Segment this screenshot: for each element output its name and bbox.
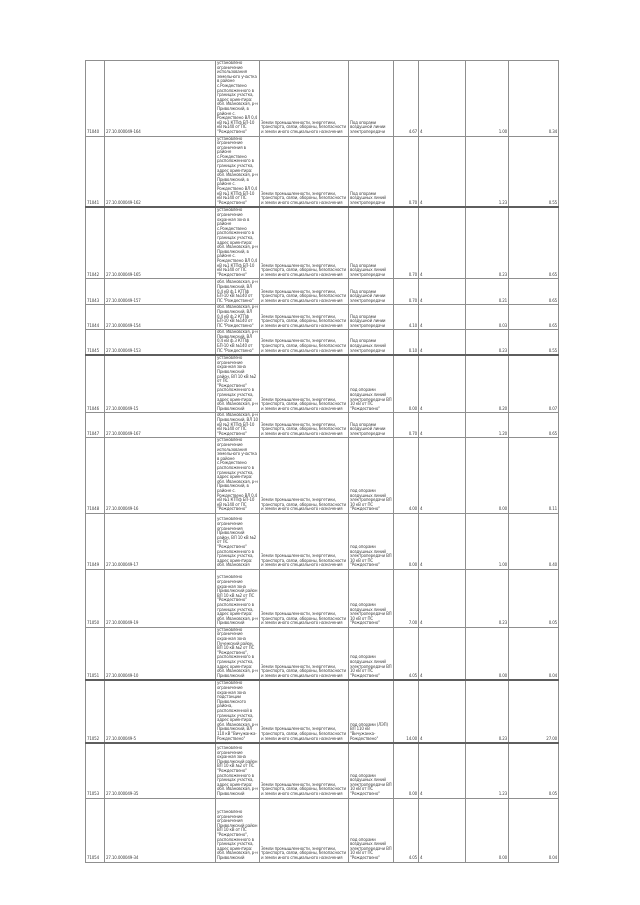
table-row <box>86 61 559 137</box>
area-value-cell: 0.70 <box>394 279 419 305</box>
total-value-cell: 0.40 <box>509 513 559 569</box>
reg-number-cell: 27.10.000049-19 <box>105 569 216 627</box>
table-row <box>86 798 559 862</box>
value-cell: 0.00 <box>466 627 509 680</box>
value-cell: 1.20 <box>466 413 509 438</box>
restriction-desc-cell: обл. Ивановская, р-н Приволжский, ВЛ 0,4 кВ ф.2 КТПф БП-10 кВ №140 от ПС "Рождествено" <box>216 305 260 330</box>
reg-number-cell: 27.10.000049-153 <box>105 330 216 355</box>
row-id-cell: 71042 <box>86 207 105 278</box>
table-row <box>86 680 559 743</box>
count-value-cell: 4 <box>419 413 466 438</box>
restriction-desc-cell: установлено ограничение охранная зона Приволжский район, ВЛ 10 кВ №2 от ПС "Рождествено" расположенного в границах участка, адрес ориентира: обл. Ивановская, р-н Приволжский <box>216 355 260 413</box>
value-cell: 0.23 <box>466 207 509 278</box>
table-row <box>86 355 559 413</box>
value-cell: 1.00 <box>466 513 509 569</box>
row-id-cell: 71050 <box>86 569 105 627</box>
row-id-cell: 71052 <box>86 680 105 743</box>
land-category-cell: Земли промышленности, энергетики, транспорта, связи, обороны, безопасности и земли иного специального назначения <box>260 207 349 278</box>
table-row <box>86 569 559 627</box>
row-id-cell: 71045 <box>86 330 105 355</box>
table-row <box>86 279 559 305</box>
area-value-cell: 0.70 <box>394 207 419 278</box>
area-value-cell: 4.05 <box>394 798 419 862</box>
restriction-desc-cell: обл. Ивановская, р-н Приволжский, ВЛ 0,4 кВ ф.1 КТПф БП-10 кВ №140 от ПС "Рождествено" <box>216 279 260 305</box>
reg-number-cell: 27.10.000049-164 <box>105 61 216 137</box>
total-value-cell: 0.65 <box>509 413 559 438</box>
purpose-cell: под опорами воздушных линий электропередачи ВЛ 10 кВ от ПС "Рождествено" <box>349 627 394 680</box>
count-value-cell: 4 <box>419 136 466 207</box>
value-cell: 0.03 <box>466 305 509 330</box>
total-value-cell: 0.04 <box>509 798 559 862</box>
reg-number-cell: 27.10.000049-162 <box>105 136 216 207</box>
row-id-cell: 71048 <box>86 438 105 514</box>
count-value-cell: 4 <box>419 680 466 743</box>
table-row <box>86 413 559 438</box>
reg-number-cell: 27.10.000049-17 <box>105 513 216 569</box>
count-value-cell: 4 <box>419 513 466 569</box>
area-value-cell: 0.70 <box>394 413 419 438</box>
row-id-cell: 71053 <box>86 743 105 798</box>
land-category-cell: Земли промышленности, энергетики, транспорта, связи, обороны, безопасности и земли иного специального назначения <box>260 355 349 413</box>
count-value-cell: 4 <box>419 355 466 413</box>
area-value-cell: 0.00 <box>394 743 419 798</box>
value-cell: 1.23 <box>466 136 509 207</box>
total-value-cell: 0.65 <box>509 305 559 330</box>
row-id-cell: 71051 <box>86 627 105 680</box>
table-row <box>86 513 559 569</box>
restriction-desc-cell: установлено ограничение охранная зона подстанции Приволжского района, расположенной в границах участка, адрес ориентира: обл. Ивановская, р-н Приволжский, ВЛ 110 кВ "Вичужанка-Рождествено" <box>216 680 260 743</box>
purpose-cell: под опорами воздушных линий электропередачи ВЛ 10 кВ от ПС "Рождествено" <box>349 513 394 569</box>
table-row <box>86 305 559 330</box>
table-row <box>86 627 559 680</box>
purpose-cell: под опорами воздушных линий электропередачи ВЛ 10 кВ от ПС "Рождествено" <box>349 438 394 514</box>
value-cell: 0.00 <box>466 438 509 514</box>
registry-table <box>85 60 559 863</box>
purpose-cell: под опорами (ЛЭП) ВЛ 110 кВ "Вичужанка-Рождествено" <box>349 680 394 743</box>
total-value-cell: 0.11 <box>509 438 559 514</box>
purpose-cell: Под опорами воздушной линии электропередачи <box>349 61 394 137</box>
land-category-cell: Земли промышленности, энергетики, транспорта, связи, обороны, безопасности и земли иного специального назначения <box>260 627 349 680</box>
total-value-cell: 0.05 <box>509 743 559 798</box>
purpose-cell: Под опорами воздушных линий электропередачи <box>349 136 394 207</box>
reg-number-cell: 27.10.000049-34 <box>105 798 216 862</box>
purpose-cell: под опорами воздушных линий электропередачи ВЛ 10 кВ от ПС "Рождествено" <box>349 743 394 798</box>
restriction-desc-cell: установлено ограничение ограничения Приволжский район ВЛ 10 кВ от ПС "Рождествено", расположенного в границах участка, адрес ориентира: обл. Ивановская, р-н Приволжский <box>216 798 260 862</box>
total-value-cell: 27.00 <box>509 680 559 743</box>
area-value-cell: 4.05 <box>394 627 419 680</box>
reg-number-cell: 27.10.000049-35 <box>105 743 216 798</box>
reg-number-cell: 27.10.000049-167 <box>105 413 216 438</box>
row-id-cell: 71046 <box>86 355 105 413</box>
total-value-cell: 0.34 <box>509 61 559 137</box>
count-value-cell: 4 <box>419 438 466 514</box>
restriction-desc-cell: установлено ограничение ограничения в районе с.Рождествено расположенного в границах участка, адрес ориентира: обл. Ивановская, р-н Приволжский, в районе с. Рождествено ВЛ 0,4 кВ №1 КТПф БП-10 кВ №140 от ПС "Рождествено" <box>216 136 260 207</box>
land-category-cell: Земли промышленности, энергетики, транспорта, связи, обороны, безопасности и земли иного специального назначения <box>260 798 349 862</box>
reg-number-cell: 27.10.000049-154 <box>105 305 216 330</box>
land-category-cell: Земли промышленности, энергетики, транспорта, связи, обороны, безопасности и земли иного специального назначения <box>260 61 349 137</box>
area-value-cell: 0.00 <box>394 355 419 413</box>
reg-number-cell: 27.10.000049-165 <box>105 207 216 278</box>
restriction-desc-cell: установлено ограничение использования земельного участка в районе с.Рождествено расположенного в границах участка, адрес ориентира: обл. Ивановская, р-н Приволжский, в районе с. Рождествено ВЛ 0,4 кВ №1 КТПф БП-10 кВ №140 от ПС "Рождествено" <box>216 438 260 514</box>
table-row <box>86 743 559 798</box>
area-value-cell: 0.70 <box>394 136 419 207</box>
purpose-cell: Под опорами воздушной линии электропередачи <box>349 279 394 305</box>
reg-number-cell: 27.10.000049-157 <box>105 279 216 305</box>
restriction-desc-cell: установлено ограничение охранная зона в районе с.Рождествено расположенного в границах участка, адрес ориентира: обл. Ивановская, р-н Приволжский, в районе с. Рождествено ВЛ 0,4 кВ №1 КТПф БП-10 кВ №140 от ПС "Рождествено" <box>216 207 260 278</box>
row-id-cell: 71054 <box>86 798 105 862</box>
reg-number-cell: 27.10.000049-5 <box>105 680 216 743</box>
purpose-cell: под опорами воздушных линий электропередачи ВЛ 10 кВ от ПС "Рождествено" <box>349 355 394 413</box>
land-category-cell: Земли промышленности, энергетики, транспорта, связи, обороны, безопасности и земли иного специального назначения <box>260 569 349 627</box>
value-cell: 0.23 <box>466 330 509 355</box>
land-category-cell: Земли промышленности, энергетики, транспорта, связи, обороны, безопасности и земли иного специального назначения <box>260 136 349 207</box>
count-value-cell: 4 <box>419 743 466 798</box>
total-value-cell: 0.04 <box>509 627 559 680</box>
restriction-desc-cell: установлено ограничение ограничения Приволжский район, ВЛ 10 кВ №2 от ПС "Рождествено" расположенного в границах участка, адрес ориентира: обл. Ивановская <box>216 513 260 569</box>
area-value-cell: 14.00 <box>394 680 419 743</box>
land-category-cell: Земли промышленности, энергетики, транспорта, связи, обороны, безопасности и земли иного специального назначения <box>260 680 349 743</box>
restriction-desc-cell: обл. Ивановская, р-н Приволжский, ВЛ 10 кВ №2 КТПф БП-10 кВ №140 от ПС "Рождествено" <box>216 413 260 438</box>
land-category-cell: Земли промышленности, энергетики, транспорта, связи, обороны, безопасности и земли иного специального назначения <box>260 743 349 798</box>
row-id-cell: 71047 <box>86 413 105 438</box>
count-value-cell: 4 <box>419 61 466 137</box>
land-category-cell: Земли промышленности, энергетики, транспорта, связи, обороны, безопасности и земли иного специального назначения <box>260 305 349 330</box>
table-row <box>86 330 559 355</box>
count-value-cell: 4 <box>419 627 466 680</box>
total-value-cell: 0.55 <box>509 136 559 207</box>
reg-number-cell: 27.10.000049-10 <box>105 627 216 680</box>
total-value-cell: 0.65 <box>509 207 559 278</box>
value-cell: 0.21 <box>466 279 509 305</box>
land-category-cell: Земли промышленности, энергетики, транспорта, связи, обороны, безопасности и земли иного специального назначения <box>260 279 349 305</box>
row-id-cell: 71044 <box>86 305 105 330</box>
land-category-cell: Земли промышленности, энергетики, транспорта, связи, обороны, безопасности и земли иного специального назначения <box>260 513 349 569</box>
table-row <box>86 438 559 514</box>
count-value-cell: 4 <box>419 798 466 862</box>
purpose-cell: Под опорами воздушной линии электропередачи <box>349 305 394 330</box>
row-id-cell: 71040 <box>86 61 105 137</box>
purpose-cell: под опорами воздушных линий электропередачи ВЛ 10 кВ от ПС "Рождествено" <box>349 569 394 627</box>
reg-number-cell: 27.10.000049-16 <box>105 438 216 514</box>
count-value-cell: 4 <box>419 330 466 355</box>
reg-number-cell: 27.10.000049-15 <box>105 355 216 413</box>
area-value-cell: 4.00 <box>394 438 419 514</box>
restriction-desc-cell: обл. Ивановская, р-н Приволжский, ВЛ 0,4 кВ ф.3 КТПф БП-10 кВ №140 от ПС "Рождествено" <box>216 330 260 355</box>
restriction-desc-cell: установлено ограничение охранная зона Пучежский район, ВЛ 10 кВ №2 от ПС "Рождествено", расположенного в границах участка, адрес ориентира: обл. Ивановская, р-н Приволжский <box>216 627 260 680</box>
value-cell: 0.23 <box>466 680 509 743</box>
value-cell: 0.23 <box>466 569 509 627</box>
table-row <box>86 136 559 207</box>
land-category-cell: Земли промышленности, энергетики, транспорта, связи, обороны, безопасности и земли иного специального назначения <box>260 330 349 355</box>
row-id-cell: 71049 <box>86 513 105 569</box>
value-cell: 0.00 <box>466 798 509 862</box>
purpose-cell: под опорами воздушных линий электропередачи ВЛ 10 кВ от ПС "Рождествено" <box>349 798 394 862</box>
total-value-cell: 0.65 <box>509 279 559 305</box>
area-value-cell: 7.00 <box>394 569 419 627</box>
purpose-cell: Под опорами воздушной линии электропередачи <box>349 413 394 438</box>
value-cell: 1.00 <box>466 61 509 137</box>
count-value-cell: 4 <box>419 569 466 627</box>
row-id-cell: 71043 <box>86 279 105 305</box>
count-value-cell: 4 <box>419 305 466 330</box>
count-value-cell: 4 <box>419 207 466 278</box>
area-value-cell: 4.67 <box>394 61 419 137</box>
purpose-cell: Под опорами воздушных линий электропередачи <box>349 330 394 355</box>
area-value-cell: 4.10 <box>394 305 419 330</box>
land-category-cell: Земли промышленности, энергетики, транспорта, связи, обороны, безопасности и земли иного специального назначения <box>260 438 349 514</box>
total-value-cell: 0.07 <box>509 355 559 413</box>
area-value-cell: 0.00 <box>394 513 419 569</box>
row-id-cell: 71041 <box>86 136 105 207</box>
purpose-cell: Под опорами воздушных линий электропередачи <box>349 207 394 278</box>
value-cell: 1.23 <box>466 743 509 798</box>
area-value-cell: 0.10 <box>394 330 419 355</box>
restriction-desc-cell: установлено ограничение использования земельного участка в районе с.Рождествено расположенного в границах участка, адрес ориентира: обл. Ивановская, р-н Приволжский, в районе с. Рождествено ВЛ 0,4 кВ №1 КТПф БП-10 кВ №140 от ПС "Рождествено" <box>216 61 260 137</box>
restriction-desc-cell: установлено ограничение охранная зона Приволжский район ВЛ 10 кВ №2 от ПС "Рождествено" расположенного в границах участка, адрес ориентира: обл. Ивановская, р-н Приволжский <box>216 569 260 627</box>
count-value-cell: 4 <box>419 279 466 305</box>
total-value-cell: 0.05 <box>509 569 559 627</box>
total-value-cell: 0.55 <box>509 330 559 355</box>
land-category-cell: Земли промышленности, энергетики, транспорта, связи, обороны, безопасности и земли иного специального назначения <box>260 413 349 438</box>
value-cell: 0.20 <box>466 355 509 413</box>
restriction-desc-cell: установлено ограничение охранная зона Приволжский район ВЛ 10 кВ №2 от ПС "Рождествено" расположенного в границах участка, адрес ориентира: обл. Ивановская, р-н Приволжский <box>216 743 260 798</box>
table-row <box>86 207 559 278</box>
